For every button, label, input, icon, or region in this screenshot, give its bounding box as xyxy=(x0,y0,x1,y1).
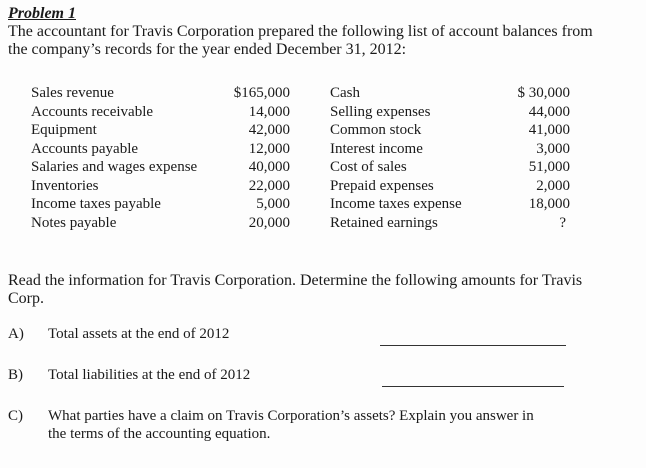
account-value: 5,000 xyxy=(256,196,290,212)
question-a-letter: A) xyxy=(8,326,24,342)
question-c-letter: C) xyxy=(8,408,23,424)
account-name: Cost of sales xyxy=(330,159,407,175)
question-b-letter: B) xyxy=(8,367,23,383)
account-name: Cash xyxy=(330,85,360,101)
account-value: 20,000 xyxy=(248,214,290,231)
account-name: Sales revenue xyxy=(31,85,114,101)
account-value: 3,000 xyxy=(536,140,570,157)
account-value: 18,000 xyxy=(528,196,570,212)
account-value: 40,000 xyxy=(248,159,290,175)
answer-line-b[interactable] xyxy=(382,386,564,387)
account-name: Interest income xyxy=(330,140,423,157)
account-name: Salaries and wages expense xyxy=(31,159,198,175)
problem-title: Problem 1 xyxy=(8,5,76,22)
answer-line-a[interactable] xyxy=(380,345,566,346)
problem-intro xyxy=(8,23,618,59)
account-name: Selling expenses xyxy=(330,103,431,120)
account-name: Accounts receivable xyxy=(31,103,154,120)
account-value: 14,000 xyxy=(248,103,290,120)
account-name: Income taxes expense xyxy=(330,196,462,212)
question-a-text: Total assets at the end of 2012 xyxy=(48,326,230,342)
instructions-line-2: Corp. xyxy=(8,290,44,307)
instructions xyxy=(8,272,608,308)
account-name: Common stock xyxy=(330,122,422,138)
account-value: $165,000 xyxy=(233,85,290,101)
account-names-right xyxy=(330,84,462,232)
account-name: Equipment xyxy=(31,122,97,138)
account-values-left xyxy=(212,84,290,232)
account-value: 12,000 xyxy=(248,140,290,157)
question-c-text xyxy=(48,407,608,443)
account-value: 22,000 xyxy=(248,177,290,194)
account-name: Accounts payable xyxy=(31,140,139,157)
intro-line-2: the company’s records for the year ended December 31, 2012: xyxy=(8,41,407,58)
intro-line-1: The accountant for Travis Corporation prepared the following list of account balances from xyxy=(8,23,593,40)
account-value: 44,000 xyxy=(528,103,570,120)
account-name: Inventories xyxy=(31,177,99,194)
account-name: Prepaid expenses xyxy=(330,177,434,194)
account-value: $ 30,000 xyxy=(517,85,570,101)
account-value: 42,000 xyxy=(248,122,290,138)
account-name: Income taxes payable xyxy=(31,196,161,212)
account-value: ? xyxy=(559,214,566,231)
question-b-text: Total liabilities at the end of 2012 xyxy=(48,367,251,383)
question-c-line-1: What parties have a claim on Travis Corporation’s assets? Explain you answer in xyxy=(48,408,534,424)
account-names-left xyxy=(31,84,197,232)
account-values-right xyxy=(490,84,570,232)
account-value: 41,000 xyxy=(528,122,570,138)
instructions-line-1: Read the information for Travis Corporation. Determine the following amounts for Travis xyxy=(8,272,583,289)
question-c-line-2: the terms of the accounting equation. xyxy=(48,426,271,442)
account-name: Notes payable xyxy=(31,214,117,231)
account-value: 2,000 xyxy=(536,177,570,194)
account-value: 51,000 xyxy=(528,159,570,175)
account-name: Retained earnings xyxy=(330,214,438,231)
